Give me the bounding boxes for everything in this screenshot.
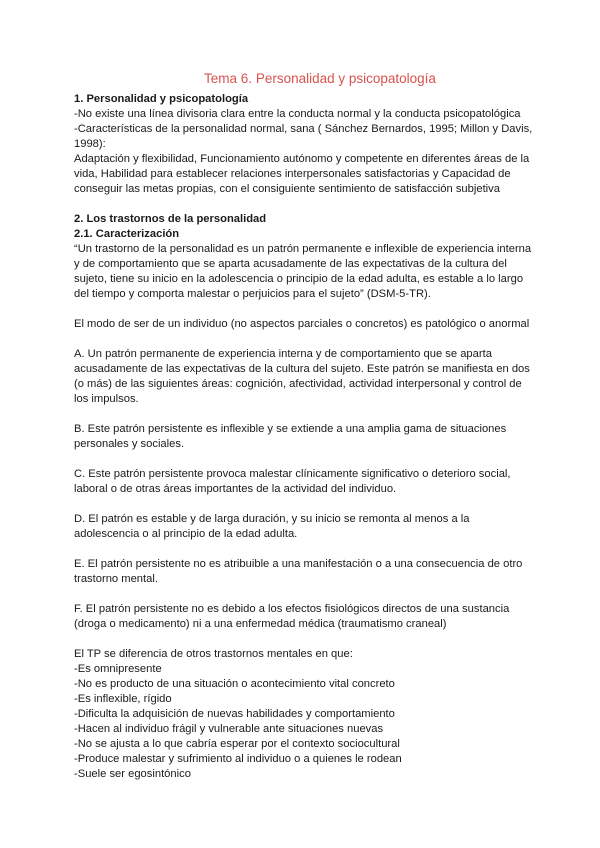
document-title: Tema 6. Personalidad y psicopatología: [204, 71, 436, 86]
section1-heading: 1. Personalidad y psicopatología: [74, 93, 249, 105]
criterion-e-line: E. El patrón persistente no es atribuible a una manifestación o a una consecuencia de otro: [74, 558, 523, 570]
section1-line: -Características de la personalidad normal, sana ( Sánchez Bernardos, 1995; Millon y Davis,: [74, 123, 533, 135]
section1-line: vida, Habilidad para establecer relaciones interpersonales satisfactorias y Capacidad de: [74, 168, 511, 180]
difference-item: -Hacen al individuo frágil y vulnerable ante situaciones nuevas: [74, 723, 384, 735]
criterion-e-line: trastorno mental.: [74, 573, 158, 585]
mode-statement: El modo de ser de un individuo (no aspectos parciales o concretos) es patológico o anormal: [74, 318, 530, 330]
differences-intro: El TP se diferencia de otros trastornos mentales en que:: [74, 648, 353, 660]
criterion-d-line: adolescencia o al principio de la edad adulta.: [74, 528, 298, 540]
difference-item: -Produce malestar y sufrimiento al individuo o a quienes le rodean: [74, 753, 402, 765]
criterion-a-line: A. Un patrón permanente de experiencia interna y de comportamiento que se aparta: [74, 348, 492, 360]
definition-quote-line: “Un trastorno de la personalidad es un patrón permanente e inflexible de experiencia interna: [74, 243, 532, 255]
criterion-c-line: laboral o de otras áreas importantes de la actividad del individuo.: [74, 483, 397, 495]
difference-item: -No se ajusta a lo que cabría esperar por el contexto sociocultural: [74, 738, 400, 750]
difference-item: -Es inflexible, rígido: [74, 693, 172, 705]
section1-line: -No existe una línea divisoria clara entre la conducta normal y la conducta psicopatológica: [74, 108, 521, 120]
difference-item: -Suele ser egosintónico: [74, 768, 191, 780]
difference-item: -Es omnipresente: [74, 663, 162, 675]
section1-line: conseguir las metas propias, con el consiguiente sentimiento de satisfacción subjetiva: [74, 183, 500, 195]
criterion-f-line: F. El patrón persistente no es debido a los efectos fisiológicos directos de una sustancia: [74, 603, 510, 615]
difference-item: -Dificulta la adquisición de nuevas habilidades y comportamiento: [74, 708, 395, 720]
definition-quote-line: y de comportamiento que se aparta acusadamente de las expectativas de la cultura del: [74, 258, 507, 270]
section2-heading: 2. Los trastornos de la personalidad: [74, 213, 267, 225]
definition-quote-line: sujeto, tiene su inicio en la adolescencia o principio de la edad adulta, es estable a lo largo: [74, 273, 524, 285]
criterion-f-line: (droga o medicamento) ni a una enfermedad médica (traumatismo craneal): [74, 618, 447, 630]
difference-item: -No es producto de una situación o acontecimiento vital concreto: [74, 678, 395, 690]
criterion-a-line: (o más) de las siguientes áreas: cognición, afectividad, actividad interpersonal y control de: [74, 378, 522, 390]
criterion-a-line: los impulsos.: [74, 393, 139, 405]
section1-line: Adaptación y flexibilidad, Funcionamiento autónomo y competente en diferentes áreas de la: [74, 153, 530, 165]
section2-subheading: 2.1. Caracterización: [74, 228, 180, 240]
definition-quote-line: del tiempo y comporta malestar o perjuicios para el sujeto” (DSM-5-TR).: [74, 288, 431, 300]
criterion-d-line: D. El patrón es estable y de larga duración, y su inicio se remonta al menos a la: [74, 513, 470, 525]
criterion-b-line: personales y sociales.: [74, 438, 185, 450]
section1-line: 1998):: [74, 138, 106, 150]
criterion-c-line: C. Este patrón persistente provoca malestar clínicamente significativo o deterioro social,: [74, 468, 511, 480]
criterion-b-line: B. Este patrón persistente es inflexible y se extiende a una amplia gama de situaciones: [74, 423, 507, 435]
criterion-a-line: acusadamente de las expectativas de la cultura del sujeto. Este patrón se manifiesta en dos: [74, 363, 530, 375]
